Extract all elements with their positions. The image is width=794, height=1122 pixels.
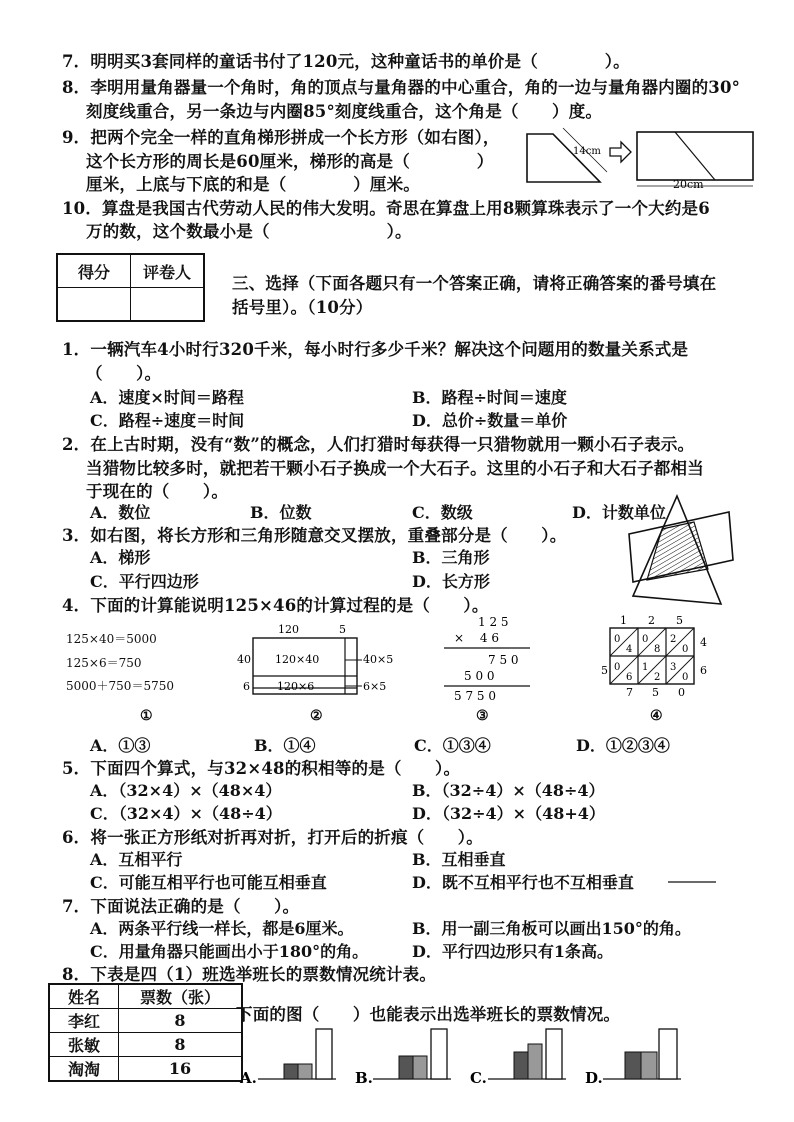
svg-text:2: 2 — [654, 672, 661, 683]
score-cell[interactable] — [57, 288, 131, 322]
choice-q3-option-d: D．长方形 — [412, 572, 490, 591]
choice-q6-option-d: D．既不互相平行也不互相垂直 — [412, 873, 634, 892]
score-box — [56, 253, 205, 322]
area-cell-120x6: 120×6 — [277, 680, 315, 693]
option-d-label: D. — [585, 1069, 603, 1087]
option-a-label: A. — [240, 1069, 257, 1087]
choice-q2-line1: 2．在上古时期，没有“数”的概念，人们打猎时每获得一只猎物就用一颗小石子表示。 — [62, 435, 695, 454]
svg-text:0: 0 — [642, 634, 649, 645]
svg-text:0: 0 — [614, 662, 621, 673]
choice-q5-option-c: C．（32×4）×（48÷4） — [90, 804, 282, 823]
vote-table-header-name: 姓名 — [49, 984, 119, 1009]
lattice-right-6: 6 — [700, 664, 707, 677]
option-c-label: C. — [470, 1069, 487, 1087]
choice-q4-option-d: D．①②③④ — [576, 736, 670, 755]
choice-q7-option-c: C．用量角器只能画出小于180°的角。 — [90, 942, 369, 961]
fill-q10-line1: 10．算盘是我国古代劳动人民的伟大发明。奇思在算盘上用8颗算珠表示了一个大约是6 — [62, 199, 710, 218]
rectangle-triangle-figure — [625, 492, 735, 607]
choice-q4-option-a: A．①③ — [90, 736, 151, 755]
method-label-3: ③ — [476, 708, 489, 724]
fill-q9-line3: 厘米，上底与下底的和是（ ）厘米。 — [86, 175, 420, 194]
vertical-multiplication-figure — [440, 612, 540, 702]
svg-text:0: 0 — [614, 634, 621, 645]
area-top-120: 120 — [278, 623, 299, 636]
choice-q8-line2: 下面的图（ ）也能表示出选举班长的票数情况。 — [236, 1005, 621, 1024]
vote-table-header-votes: 票数（张） — [119, 984, 243, 1009]
vote-table — [48, 983, 243, 1082]
section3-title-line1: 三、选择（下面各题只有一个答案正确，请将正确答案的番号填在 — [232, 274, 717, 293]
grader-cell[interactable] — [131, 288, 205, 322]
lattice-bottom-5: 5 — [652, 686, 659, 699]
arrow-right-icon — [610, 142, 631, 162]
underline-mark — [668, 880, 718, 884]
area-cell-120x40: 120×40 — [275, 653, 320, 666]
svg-text:3: 3 — [670, 662, 677, 673]
choice-q5-option-b: B．（32÷4）×（48÷4） — [412, 781, 605, 800]
bar-option-a — [240, 1026, 340, 1086]
trapezoid-figure — [525, 122, 755, 192]
grader-label: 评卷人 — [131, 254, 205, 288]
score-label: 得分 — [57, 254, 131, 288]
choice-q3-option-a: A．梯形 — [90, 548, 151, 567]
choice-q3-option-b: B．三角形 — [412, 548, 490, 567]
choice-q7-line1: 7．下面说法正确的是（ ）。 — [62, 897, 300, 916]
choice-q1-line2: （ ）。 — [86, 364, 162, 383]
choice-q1-line1: 1．一辆汽车4小时行320千米，每小时行多少千米？解决这个问题用的数量关系式是 — [62, 340, 689, 359]
choice-q2-line3: 于现在的（ ）。 — [86, 482, 229, 501]
vertical-row4: 5 0 0 — [464, 669, 495, 683]
method-label-4: ④ — [650, 708, 663, 724]
svg-text:1: 1 — [642, 662, 649, 673]
vote-table-cell: 张敏 — [49, 1033, 119, 1057]
method1-line1: 125×40＝5000 — [66, 632, 157, 646]
svg-text:4: 4 — [626, 644, 633, 655]
choice-q1-option-c: C．路程÷速度＝时间 — [90, 411, 245, 430]
bar-option-b — [355, 1026, 455, 1086]
lattice-multiplication-figure — [600, 612, 710, 697]
choice-q5-line1: 5．下面四个算式，与32×48的积相等的是（ ）。 — [62, 759, 461, 778]
vertical-row2: × 4 6 — [454, 631, 499, 645]
section3-title-line2: 括号里）。（10分） — [232, 298, 373, 317]
choice-q7-option-d: D．平行四边形只有1条高。 — [412, 942, 614, 961]
svg-text:2: 2 — [670, 634, 677, 645]
vote-table-cell: 8 — [119, 1033, 243, 1057]
vertical-row3: 7 5 0 — [488, 653, 519, 667]
vote-table-cell: 李红 — [49, 1009, 119, 1033]
choice-q6-option-a: A．互相平行 — [90, 850, 183, 869]
lattice-bottom-7: 7 — [626, 686, 633, 699]
choice-q2-option-a: A．数位 — [90, 503, 151, 522]
choice-q5-option-a: A．（32×4）×（48×4） — [90, 781, 282, 800]
choice-q4-line1: 4．下面的计算能说明125×46的计算过程的是（ ）。 — [62, 596, 489, 615]
fill-q9-line2: 这个长方形的周长是60厘米，梯形的高是（ ） — [86, 152, 494, 171]
fill-q8-line1: 8．李明用量角器量一个角时，角的顶点与量角器的中心重合，角的一边与量角器内圈的30° — [62, 78, 741, 97]
area-left-40: 40 — [237, 653, 251, 666]
choice-q2-option-c: C．数级 — [412, 503, 473, 522]
lattice-top-1: 1 — [620, 614, 627, 627]
method-label-2: ② — [310, 708, 323, 724]
choice-q3-line1: 3．如右图，将长方形和三角形随意交叉摆放，重叠部分是（ ）。 — [62, 526, 567, 545]
area-top-5: 5 — [339, 623, 346, 636]
vote-table-cell: 8 — [119, 1009, 243, 1033]
method-label-1: ① — [140, 708, 153, 724]
svg-text:8: 8 — [654, 644, 661, 655]
lattice-right-4: 4 — [700, 636, 707, 649]
fill-q7: 7．明明买3套同样的童话书付了120元，这种童话书的单价是（ ）。 — [62, 52, 630, 71]
label-20cm: 20cm — [673, 178, 704, 191]
lattice-top-5: 5 — [676, 614, 683, 627]
lattice-left-5: 5 — [601, 664, 608, 677]
choice-q7-option-b: B．用一副三角板可以画出150°的角。 — [412, 919, 691, 938]
area-left-6: 6 — [243, 680, 250, 693]
choice-q3-option-c: C．平行四边形 — [90, 572, 199, 591]
choice-q6-option-b: B．互相垂直 — [412, 850, 506, 869]
vertical-row1: 1 2 5 — [478, 615, 509, 629]
choice-q2-option-d: D．计数单位 — [572, 503, 666, 522]
label-14cm: 14cm — [573, 146, 601, 157]
svg-text:0: 0 — [682, 672, 689, 683]
choice-q7-option-a: A．两条平行线一样长，都是6厘米。 — [90, 919, 354, 938]
vote-table-cell: 淘淘 — [49, 1057, 119, 1082]
option-b-label: B. — [355, 1069, 373, 1087]
fill-q10-line2: 万的数，这个数最小是（ ）。 — [86, 222, 412, 241]
method1-line2: 125×6＝750 — [66, 656, 142, 670]
choice-q4-option-c: C．①③④ — [414, 736, 491, 755]
lattice-bottom-0: 0 — [678, 686, 685, 699]
choice-q1-option-b: B．路程÷时间＝速度 — [412, 388, 567, 407]
choice-q2-line2: 当猎物比较多时，就把若干颗小石子换成一个大石子。这里的小石子和大石子都相当 — [86, 459, 704, 478]
choice-q1-option-a: A．速度×时间＝路程 — [90, 388, 244, 407]
svg-text:0: 0 — [682, 644, 689, 655]
choice-q4-option-b: B．①④ — [254, 736, 316, 755]
area-right-40x5: 40×5 — [363, 653, 394, 666]
choice-q1-option-d: D．总价÷数量＝单价 — [412, 411, 568, 430]
svg-text:6: 6 — [626, 672, 633, 683]
choice-q8-line1: 8．下表是四（1）班选举班长的票数情况统计表。 — [62, 965, 437, 984]
bar-option-d — [585, 1026, 685, 1086]
vertical-row5: 5 7 5 0 — [454, 689, 496, 703]
fill-q9-line1: 9．把两个完全一样的直角梯形拼成一个长方形（如右图）， — [62, 128, 500, 147]
area-model-figure — [235, 620, 405, 700]
lattice-top-2: 2 — [648, 614, 655, 627]
bar-option-c — [470, 1026, 570, 1086]
overlap-region — [647, 522, 708, 580]
choice-q6-option-c: C．可能互相平行也可能互相垂直 — [90, 873, 327, 892]
choice-q6-line1: 6．将一张正方形纸对折再对折，打开后的折痕（ ）。 — [62, 828, 483, 847]
area-right-6x5: 6×5 — [363, 680, 387, 693]
choice-q2-option-b: B．位数 — [250, 503, 312, 522]
vote-table-cell: 16 — [119, 1057, 243, 1082]
method1-line3: 5000＋750＝5750 — [66, 679, 174, 693]
fill-q8-line2: 刻度线重合，另一条边与内圈85°刻度线重合，这个角是（ ）度。 — [86, 102, 603, 121]
choice-q5-option-d: D．（32÷4）×（48+4） — [412, 804, 605, 823]
